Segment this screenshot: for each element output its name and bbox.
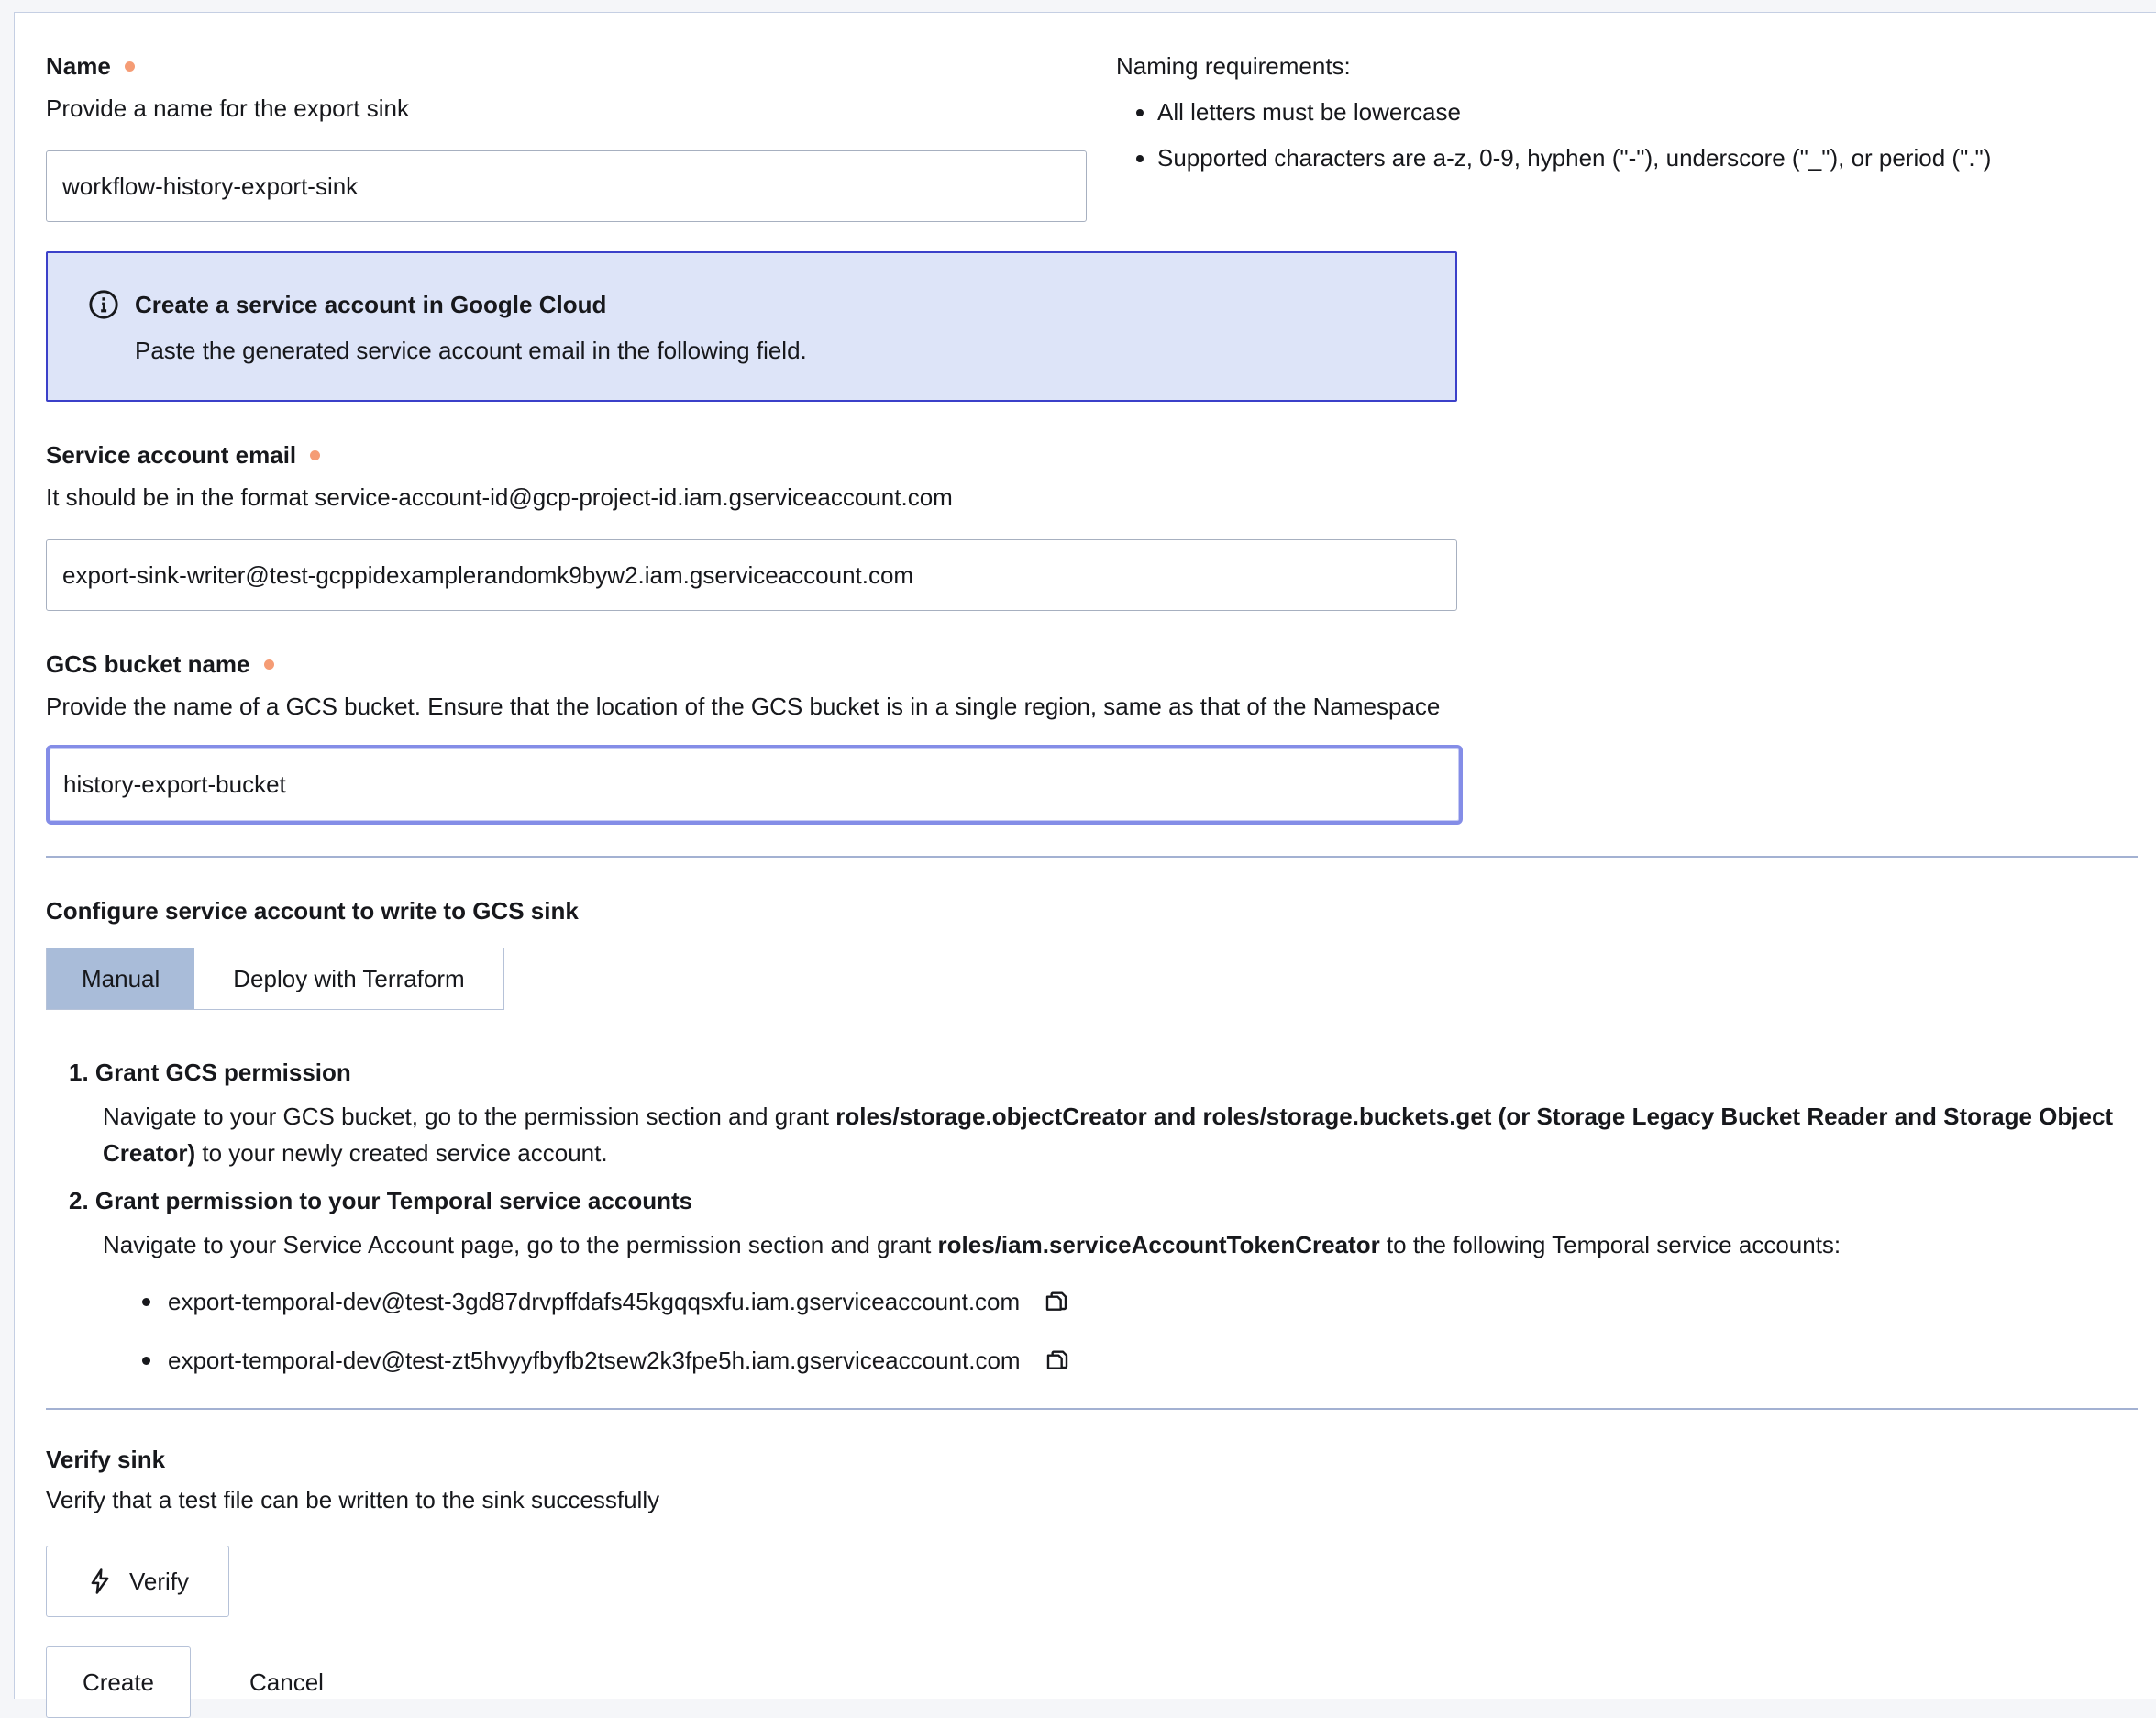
- section-divider: [46, 1408, 2138, 1410]
- naming-requirements-title: Naming requirements:: [1116, 50, 2138, 83]
- verify-sink-title: Verify sink: [46, 1443, 2138, 1476]
- export-sink-form-panel: [14, 12, 2156, 1699]
- name-field-label: Name: [46, 50, 111, 83]
- step-2-title: 2. Grant permission to your Temporal service accounts: [69, 1184, 2138, 1217]
- step-2-number: 2.: [69, 1187, 89, 1214]
- copy-icon[interactable]: [1043, 1343, 1078, 1378]
- bullet-icon: [142, 1357, 150, 1365]
- form-actions: [46, 1646, 2138, 1718]
- manual-steps: [46, 1056, 2138, 1380]
- bullet-icon: [142, 1298, 150, 1306]
- gcs-bucket-label-row: [46, 648, 2138, 681]
- create-button[interactable]: Create: [46, 1646, 191, 1718]
- info-banner-description: Paste the generated service account email in the following field.: [135, 334, 807, 367]
- temporal-service-accounts-list: [142, 1281, 2138, 1380]
- service-account-item: [142, 1340, 2138, 1380]
- config-method-tabs: [46, 948, 504, 1010]
- service-account-field-description: It should be in the format service-account-id@gcp-project-id.iam.gserviceaccount.com: [46, 481, 2138, 514]
- tab-manual[interactable]: Manual: [47, 948, 194, 1009]
- service-account-label-row: [46, 438, 2138, 471]
- step-2-body: Navigate to your Service Account page, go to the permission section and grant roles/iam.serviceAccountTokenCreator to the following Temporal service accounts:: [103, 1226, 2138, 1263]
- service-account-field-block: [46, 438, 2138, 611]
- copy-icon[interactable]: [1042, 1284, 1077, 1319]
- zap-icon: [86, 1565, 114, 1598]
- required-dot-icon: [125, 61, 135, 72]
- info-banner-texts: [135, 288, 807, 367]
- service-account-field-label: Service account email: [46, 438, 296, 471]
- name-input[interactable]: [46, 150, 1087, 222]
- gcs-bucket-input-focus-ring: [46, 745, 1463, 825]
- naming-requirements: [1116, 50, 2138, 222]
- verify-button-label: Verify: [129, 1568, 189, 1596]
- service-account-item: [142, 1281, 2138, 1322]
- name-and-requirements-row: [46, 50, 2138, 222]
- info-banner-title: Create a service account in Google Cloud: [135, 288, 807, 321]
- verify-sink-description: Verify that a test file can be written to the sink successfully: [46, 1483, 2138, 1516]
- step-1-number: 1.: [69, 1059, 89, 1086]
- step-1-title: 1. Grant GCS permission: [69, 1056, 2138, 1089]
- gcs-bucket-name-input[interactable]: [50, 748, 1459, 821]
- service-account-email: export-temporal-dev@test-3gd87drvpffdafs45kgqqsxfu.iam.gserviceaccount.com: [168, 1288, 1020, 1316]
- naming-requirement-item: • Supported characters are a-z, 0-9, hyphen ("-"), underscore ("_"), or period ("."): [1157, 141, 2138, 174]
- service-account-email-input[interactable]: [46, 539, 1457, 611]
- gcs-bucket-field-block: [46, 648, 2138, 825]
- naming-requirement-item: • All letters must be lowercase: [1157, 95, 2138, 128]
- configure-section-title: Configure service account to write to GCS sink: [46, 894, 2138, 927]
- step-1-body: Navigate to your GCS bucket, go to the permission section and grant roles/storage.objectCreator and roles/storage.buckets.get (or Storage Legacy Bucket Reader and Storage Object Creator) to your newly created service account.: [103, 1098, 2138, 1171]
- verify-button[interactable]: [46, 1546, 229, 1617]
- name-field-block: [46, 50, 1087, 222]
- required-dot-icon: [264, 659, 274, 670]
- tab-deploy-with-terraform[interactable]: Deploy with Terraform: [194, 948, 503, 1009]
- naming-requirements-list: [1157, 95, 2138, 174]
- info-banner: [46, 251, 1457, 402]
- name-field-description: Provide a name for the export sink: [46, 92, 1087, 125]
- section-divider: [46, 856, 2138, 858]
- service-account-email: export-temporal-dev@test-zt5hvyyfbyfb2tsew2k3fpe5h.iam.gserviceaccount.com: [168, 1347, 1021, 1375]
- info-circle-icon: [88, 289, 119, 320]
- required-dot-icon: [310, 450, 320, 460]
- gcs-bucket-field-description: Provide the name of a GCS bucket. Ensure that the location of the GCS bucket is in a single region, same as that of the Namespace: [46, 690, 2138, 723]
- gcs-bucket-field-label: GCS bucket name: [46, 648, 250, 681]
- cancel-button[interactable]: Cancel: [249, 1646, 324, 1718]
- name-label-row: [46, 50, 1087, 83]
